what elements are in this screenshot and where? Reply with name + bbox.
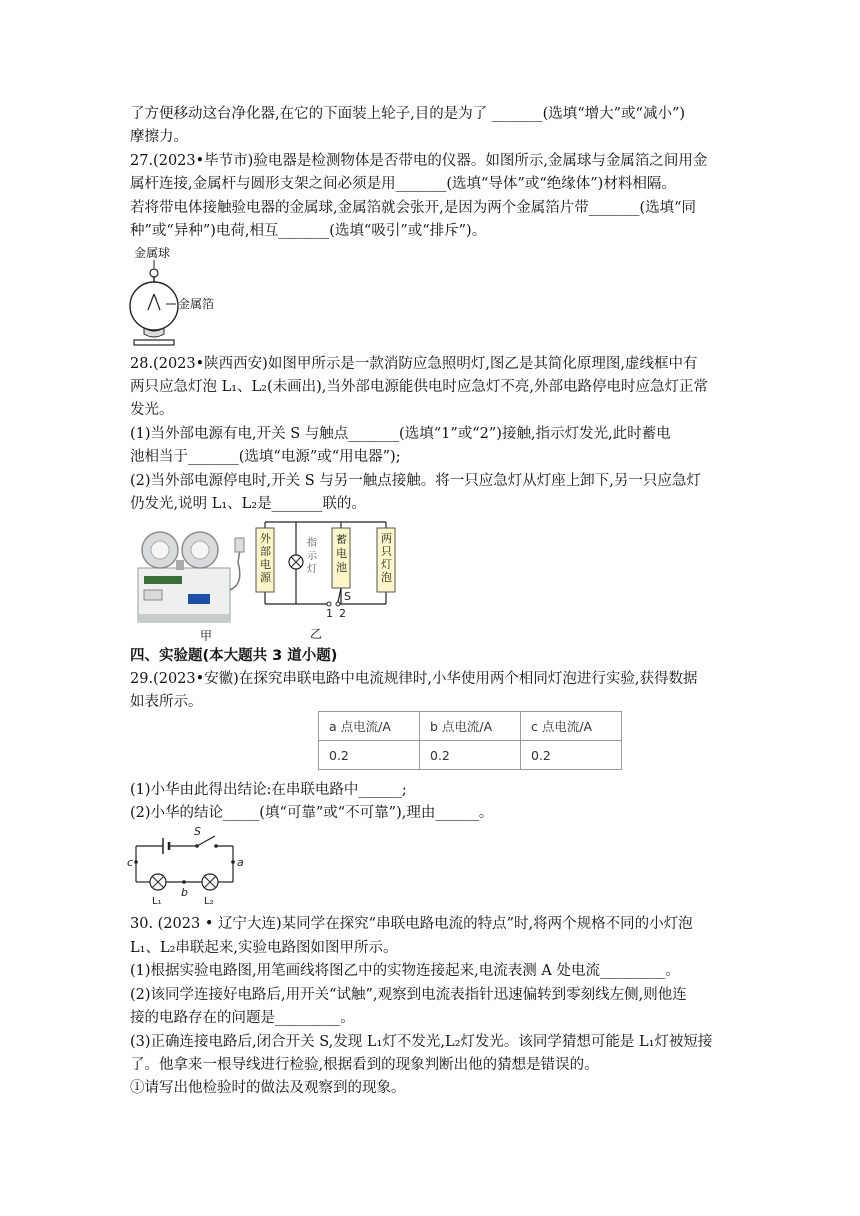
q27-text-line-1: 27.(2023•毕节市)验电器是检测物体是否带电的仪器。如图所示,金属球与金属箔之间用金 <box>130 153 708 169</box>
foil-label: 金属箔 <box>178 297 215 311</box>
lamp-circuit-diagram <box>248 518 398 644</box>
q27-text-line-4: 种”或“异种”)电荷,相互_______(选填“吸引”或“排斥”)。 <box>130 223 487 239</box>
lamp-l2-label: L₂ <box>204 896 214 907</box>
current-data-table <box>318 711 622 770</box>
external-power-label: 外部电源 <box>260 532 271 584</box>
q30-text-line-2: L₁、L₂串联起来,实验电路图如图甲所示。 <box>130 940 398 956</box>
metal-ball-shape <box>150 269 158 277</box>
battery-label: 蓄电池 <box>336 533 347 574</box>
indicator-label: 指示灯 <box>307 538 317 575</box>
caption-jia: 甲 <box>200 629 213 643</box>
table-cell: 0.2 <box>521 741 622 770</box>
q28-text-line-1: 28.(2023•陕西西安)如图甲所示是一款消防应急照明灯,图乙是其简化原理图,虚线框中有 <box>130 356 698 372</box>
contact-2-label: 2 <box>339 607 346 620</box>
q28-text-line-6: (2)当外部电源停电时,开关 S 与另一触点接触。将一只应急灯从灯座上卸下,另一只应急灯 <box>130 473 701 489</box>
stand-base-shape <box>134 340 174 345</box>
table-header-row <box>319 712 622 741</box>
q30-part3-line-1: (3)正确连接电路后,闭合开关 S,发现 L₁灯不发光,L₂灯发光。该同学猜想可能是 L₁灯被短接 <box>130 1034 713 1050</box>
series-circuit-figure <box>126 826 244 908</box>
q28-text-line-5: 池相当于_______(选填“电源”或“用电器”); <box>130 449 401 465</box>
bulbs-label: 两只灯泡 <box>381 532 392 584</box>
q30-part1: (1)根据实验电路图,用笔画线将图乙中的实物连接起来,电流表测 A 处电流_________。 <box>130 963 680 979</box>
q28-text-line-4: (1)当外部电源有电,开关 S 与触点_______(选填“1”或“2”)接触,指示灯发光,此时蓄电 <box>130 426 671 442</box>
q28-text-line-3: 发光。 <box>130 402 174 418</box>
jar-shape <box>130 282 178 330</box>
q29-text-line-2: 如表所示。 <box>130 694 203 710</box>
table-cell: 0.2 <box>420 741 521 770</box>
q30-part2-line-1: (2)该同学连接好电路后,用开关“试触”,观察到电流表指针迅速偏转到零刻线左侧,则他连 <box>130 987 687 1003</box>
switch-label: S <box>194 826 201 838</box>
point-c-label: c <box>127 856 134 869</box>
q30-text-line-1: 30. (2023 • 辽宁大连)某同学在探究“串联电路电流的特点”时,将两个规格不同的小灯泡 <box>130 916 693 932</box>
q29-text-line-1: 29.(2023•安徽)在探究串联电路中电流规律时,小华使用两个相同灯泡进行实验,获得数据 <box>130 671 698 687</box>
q30-part3-line-2: 了。他拿来一根导线进行检验,根据看到的现象判断出他的猜想是错误的。 <box>130 1057 599 1073</box>
q27-text-line-2: 属杆连接,金属杆与圆形支架之间必须是用_______(选填“导体”或“绝缘体”)材料相隔。 <box>130 176 676 192</box>
table-cell: 0.2 <box>319 741 420 770</box>
q26-text-line-2: 摩擦力。 <box>130 129 188 145</box>
q30-part3-item1: ①请写出他检验时的做法及观察到的现象。 <box>130 1080 406 1096</box>
q28-text-line-2: 两只应急灯泡 L₁、L₂(未画出),当外部电源能供电时应急灯不亮,外部电路停电时应急灯正常 <box>130 379 709 395</box>
table-header-cell: c 点电流/A <box>521 712 622 741</box>
switch-s-label: S <box>344 590 351 603</box>
table-header-cell: a 点电流/A <box>319 712 420 741</box>
table-header-cell: b 点电流/A <box>420 712 521 741</box>
q28-text-line-7: 仍发光,说明 L₁、L₂是_______联的。 <box>130 496 366 512</box>
lamp-l1-label: L₁ <box>152 896 162 907</box>
caption-yi: 乙 <box>310 627 323 641</box>
q29-part2: (2)小华的结论_____(填“可靠”或“不可靠”),理由______。 <box>130 805 494 821</box>
q29-part1: (1)小华由此得出结论:在串联电路中______; <box>130 782 407 798</box>
point-b-label: b <box>181 886 188 899</box>
table-row <box>319 741 622 770</box>
section-heading: 四、实验题(本大题共 3 道小题) <box>130 648 338 664</box>
emergency-lamp-photo <box>136 520 248 644</box>
q30-part2-line-2: 接的电路存在的问题是_________。 <box>130 1010 355 1026</box>
q26-text-line-1: 了方便移动这台净化器,在它的下面装上轮子,目的是为了 _______(选填“增大”或“减小”) <box>130 106 686 122</box>
q27-text-line-3: 若将带电体接触验电器的金属球,金属箔就会张开,是因为两个金属箔片带_______(选填“同 <box>130 200 697 216</box>
point-a-label: a <box>237 856 244 869</box>
contact-1-label: 1 <box>326 607 333 620</box>
ball-label: 金属球 <box>134 246 171 260</box>
electroscope-figure <box>128 244 238 350</box>
